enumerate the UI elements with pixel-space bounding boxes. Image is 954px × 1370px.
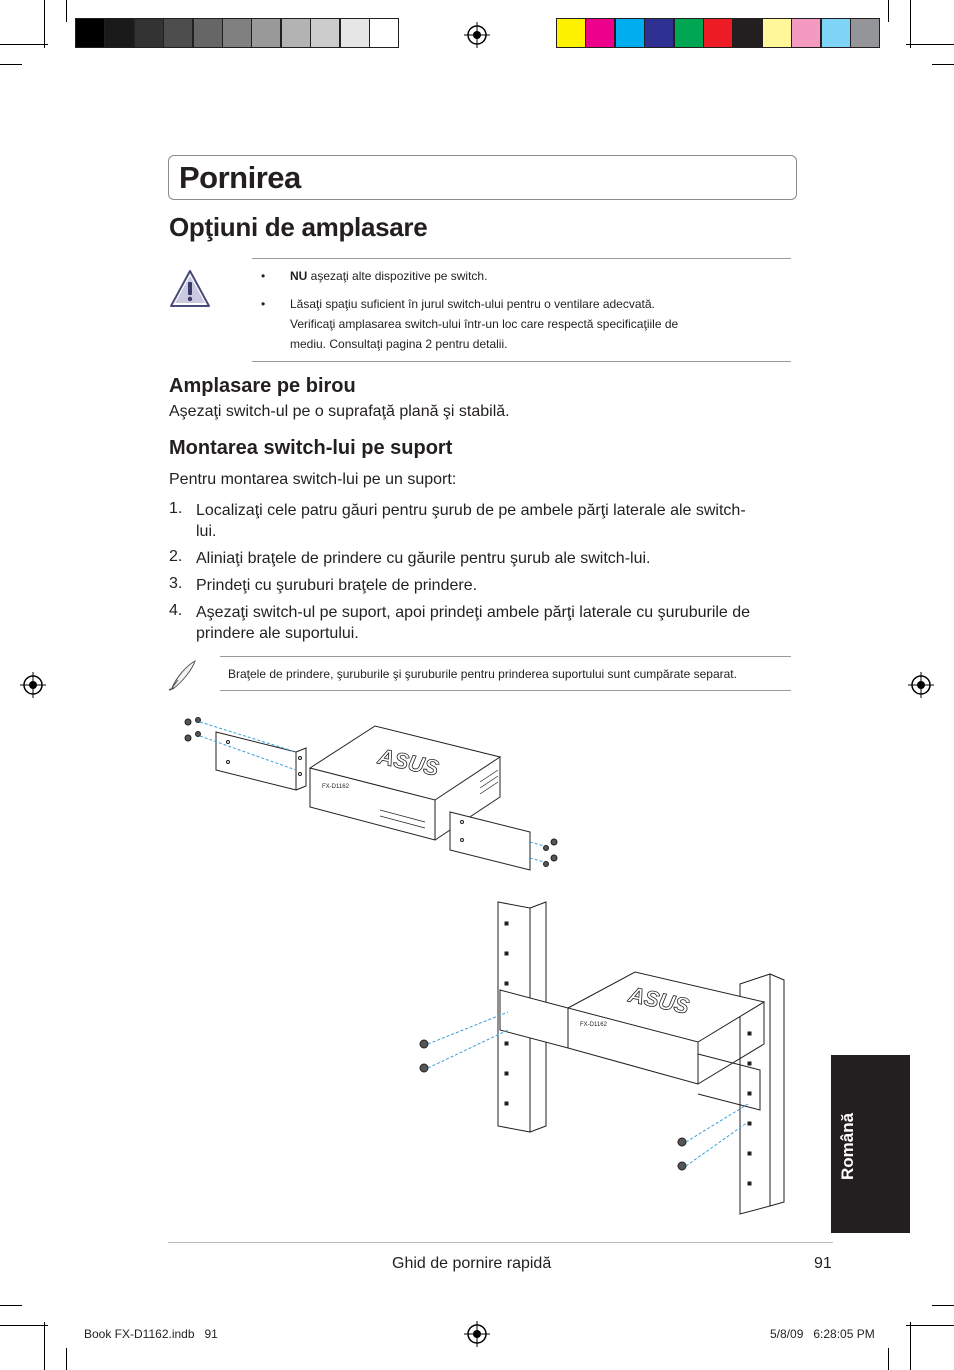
desk-heading: Amplasare pe birou	[169, 375, 356, 397]
page-number: 91	[814, 1255, 832, 1272]
rack-mount-illustration	[180, 712, 800, 1222]
step-number: 1.	[169, 500, 183, 517]
registration-mark-icon	[20, 672, 46, 698]
note-text: Braţele de prindere, şuruburile şi şuruburile pentru prinderea suportului sunt cumpărate separat.	[228, 667, 737, 681]
step-text: Aşezaţi switch-ul pe suport, apoi prindeţi ambele părţi laterale cu şuruburile de prindere ale suportului.	[196, 604, 751, 642]
step-number: 4.	[169, 602, 183, 619]
registration-mark-icon	[908, 672, 934, 698]
switch-with-brackets-diagram	[185, 718, 557, 871]
color-swatch	[134, 18, 164, 48]
color-swatch	[222, 18, 252, 48]
color-swatch	[310, 18, 340, 48]
color-swatch	[556, 18, 586, 48]
footer-guide-title: Ghid de pornire rapidă	[392, 1255, 552, 1272]
page-title-box	[168, 155, 797, 200]
caution-bullet: •	[261, 269, 266, 283]
caution-bullet: •	[261, 297, 266, 311]
color-swatch	[821, 18, 851, 48]
step-number: 2.	[169, 548, 183, 565]
color-swatch	[585, 18, 615, 48]
color-swatch	[163, 18, 193, 48]
color-swatch	[104, 18, 134, 48]
desk-text: Aşezaţi switch-ul pe o suprafaţă plană şi stabilă.	[169, 403, 510, 420]
step-text: Prindeţi cu şuruburi braţele de prindere.	[196, 577, 478, 594]
color-swatch	[644, 18, 674, 48]
color-swatch	[791, 18, 821, 48]
color-swatch	[369, 18, 399, 48]
registration-mark-icon	[464, 1321, 490, 1347]
color-swatch	[340, 18, 370, 48]
warning-triangle-icon	[168, 268, 212, 310]
language-tab-label: Română	[838, 1112, 857, 1180]
step-text: Localizaţi cele patru găuri pentru şurub de pe ambele părţi laterale ale switch- lui.	[196, 502, 746, 540]
slug-date: 5/8/09 6:28:05 PM	[770, 1327, 875, 1341]
page-title: Pornirea	[179, 160, 301, 195]
color-swatch	[674, 18, 704, 48]
step-number: 3.	[169, 575, 183, 592]
section-heading: Opţiuni de amplasare	[169, 212, 428, 242]
asus-logo: ASUS	[626, 981, 692, 1019]
caution-item-2: Lăsaţi spaţiu suficient în jurul switch-ului pentru o ventilare adecvată. Verificaţi amplasarea switch-ului într-un loc care respectă specificaţiile de mediu. Consultaţi pagina 2 pentru detalii.	[290, 297, 679, 351]
color-swatch	[251, 18, 281, 48]
step-text: Aliniaţi braţele de prindere cu găurile pentru şurub ale switch-lui.	[196, 550, 651, 567]
model-label: FX-D1162	[580, 1022, 607, 1028]
color-swatch	[615, 18, 645, 48]
asus-logo: ASUS	[375, 743, 441, 781]
caution-item-1: NU aşezaţi alte dispozitive pe switch.	[290, 269, 488, 283]
color-swatch	[732, 18, 762, 48]
pen-note-icon	[166, 658, 198, 692]
color-swatch	[762, 18, 792, 48]
color-swatch	[281, 18, 311, 48]
rack-intro: Pentru montarea switch-lui pe un suport:	[169, 471, 457, 488]
color-swatch	[850, 18, 880, 48]
slug-file: Book FX-D1162.indb 91	[84, 1327, 218, 1341]
color-swatch	[75, 18, 105, 48]
color-swatch	[703, 18, 733, 48]
model-label: FX-D1162	[322, 784, 349, 790]
registration-mark-icon	[464, 22, 490, 48]
rack-heading: Montarea switch-lui pe suport	[169, 437, 453, 459]
rack-with-switch-diagram	[420, 902, 784, 1214]
color-swatch	[193, 18, 223, 48]
